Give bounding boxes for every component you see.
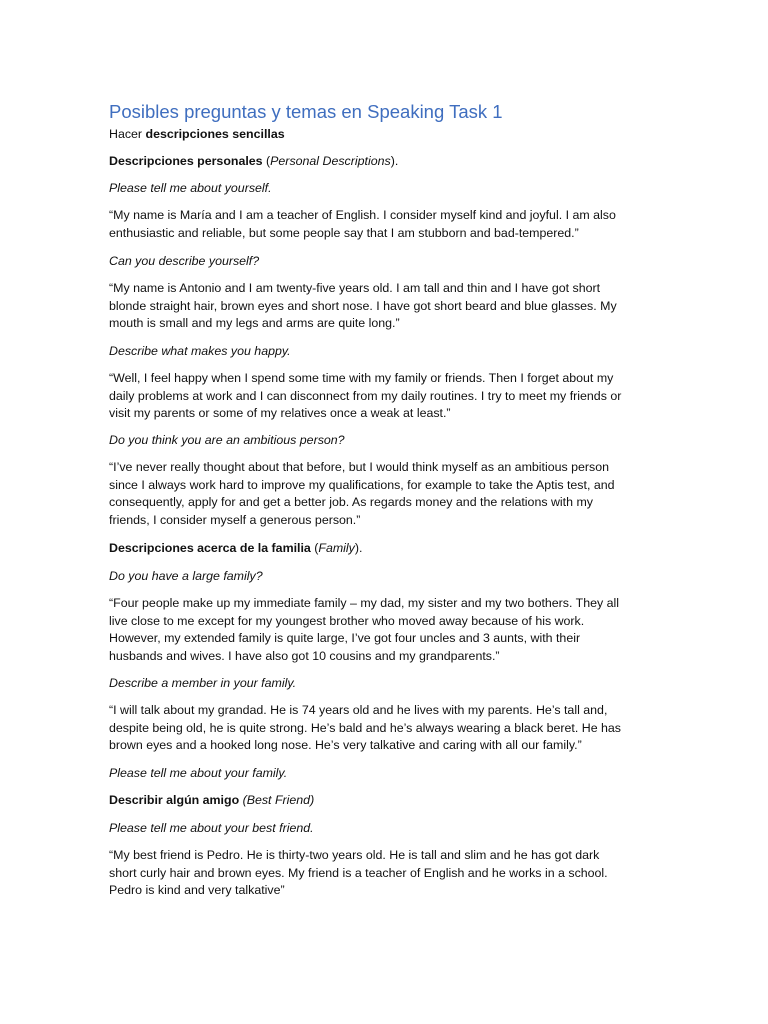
question-8-text: Please tell me about your best friend.	[109, 821, 314, 835]
answer-4	[109, 459, 659, 529]
question-1-text: Please tell me about yourself.	[109, 181, 272, 195]
section-heading-friend	[109, 792, 659, 810]
section-heading-personal	[109, 153, 659, 171]
question-3-text: Describe what makes you happy.	[109, 344, 291, 358]
question-7	[109, 765, 659, 783]
section-family-italic: Family	[318, 541, 355, 555]
section-personal-bold: Descripciones personales	[109, 154, 263, 168]
question-1	[109, 180, 659, 198]
question-6-text: Describe a member in your family.	[109, 676, 297, 690]
answer-line: “I’ve never really thought about that before, but I would think myself as an ambitious person	[109, 460, 610, 474]
question-7-text: Please tell me about your family.	[109, 766, 288, 780]
answer-line: friends, I consider myself a generous person.”	[109, 512, 361, 527]
answer-line: However, my extended family is quite large, I’ve got four uncles and 3 aunts, with their	[109, 631, 581, 645]
answer-line: “I will talk about my grandad. He is 74 years old and he lives with my parents. He’s tall and,	[109, 703, 608, 717]
subtitle	[109, 126, 659, 144]
answer-line: daily problems at work and I can disconnect from my daily routines. I try to meet my friends or	[109, 388, 622, 403]
answer-line: live close to me except for my youngest brother who moved away because of his work.	[109, 613, 585, 628]
answer-5	[109, 595, 659, 665]
question-2	[109, 253, 659, 271]
answer-line: enthusiastic and reliable, but some people say that I am stubborn and bad-tempered.”	[109, 225, 579, 240]
section-personal-close: ).	[390, 154, 399, 168]
section-family-bold: Descripciones acerca de la familia	[109, 541, 311, 555]
question-4-text: Do you think you are an ambitious person?	[109, 433, 345, 447]
answer-line: Pedro is kind and very talkative”	[109, 883, 285, 897]
section-family-open: (	[310, 541, 319, 555]
answer-line: “Well, I feel happy when I spend some time with my family or friends. Then I forget about my	[109, 371, 614, 385]
answer-line: “My name is Antonio and I am twenty-five years old. I am tall and thin and I have got short	[109, 281, 601, 295]
section-friend-italic: (Best Friend)	[239, 793, 315, 807]
question-5-text: Do you have a large family?	[109, 569, 263, 583]
answer-line: since I always work hard to improve my qualifications, for example to take the Aptis test, and	[109, 477, 615, 492]
question-2-text: Can you describe yourself?	[109, 254, 260, 268]
document-title: Posibles preguntas y temas en Speaking Task 1	[109, 101, 503, 122]
question-5	[109, 568, 659, 586]
answer-1	[109, 207, 659, 242]
answer-line: short curly hair and brown eyes. My friend is a teacher of English and he works in a school.	[109, 865, 608, 880]
answer-line: brown eyes and a hooked long nose. He’s very talkative and caring with all our family.”	[109, 738, 582, 752]
question-6	[109, 675, 659, 693]
answer-line: “My name is María and I am a teacher of English. I consider myself kind and joyful. I am also	[109, 208, 616, 222]
answer-line: blonde straight hair, brown eyes and short nose. I have got short beard and blue glasses. My	[109, 298, 617, 313]
question-3	[109, 343, 659, 361]
answer-line: despite being old, he is quite strong. He’s bald and he’s always wearing a black beret. He has	[109, 720, 622, 735]
section-personal-italic: Personal Descriptions	[270, 154, 391, 168]
section-family-close: ).	[354, 541, 363, 555]
section-heading-family	[109, 540, 659, 558]
answer-line: visit my parents or some of my relatives once a weak at least.”	[109, 406, 451, 420]
answer-8	[109, 847, 659, 900]
section-friend-bold: Describir algún amigo	[109, 793, 240, 807]
question-4	[109, 432, 659, 450]
subtitle-plain: Hacer	[109, 127, 146, 141]
subtitle-bold: descripciones sencillas	[145, 127, 285, 141]
section-personal-open: (	[262, 154, 271, 168]
question-8	[109, 820, 659, 838]
answer-3	[109, 370, 659, 423]
answer-line: “My best friend is Pedro. He is thirty-two years old. He is tall and slim and he has got dark	[109, 848, 600, 862]
answer-6	[109, 702, 659, 755]
answer-line: husbands and wives. I have also got 10 cousins and my grandparents.”	[109, 648, 500, 663]
answer-line: mouth is small and my legs and arms are quite long.”	[109, 316, 400, 330]
answer-line: “Four people make up my immediate family – my dad, my sister and my two bothers. They all	[109, 596, 620, 610]
answer-2	[109, 280, 659, 333]
answer-line: consequently, apply for and get a better job. As regards money and the relations with my	[109, 495, 593, 509]
